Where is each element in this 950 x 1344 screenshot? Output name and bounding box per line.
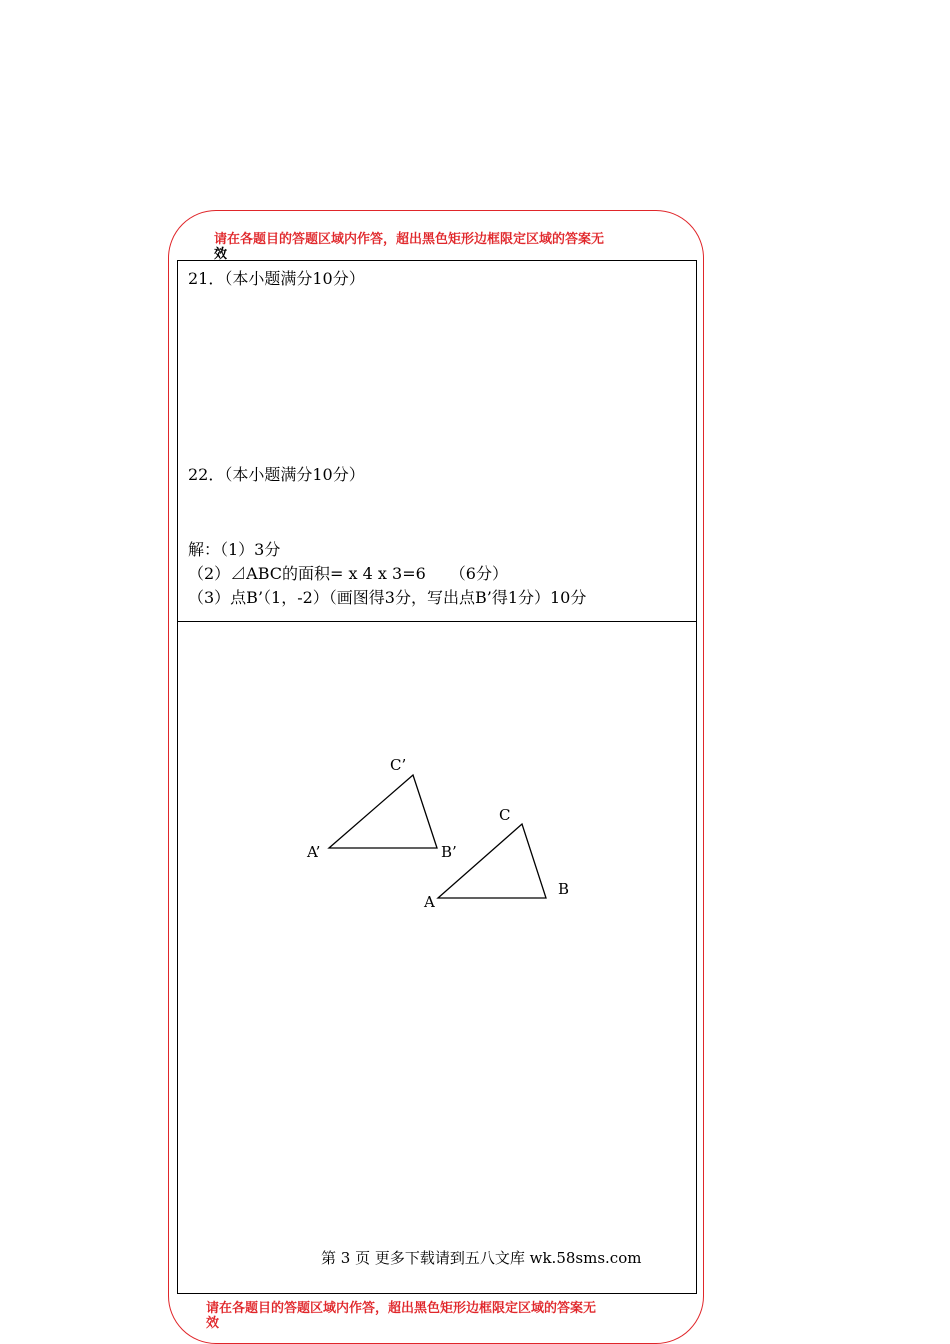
- solution-line-1: 解：（1）3分: [188, 540, 281, 559]
- bottom-warning-notice: [206, 1301, 646, 1331]
- label-b: B: [558, 880, 570, 898]
- triangle-prime: [329, 775, 437, 848]
- question-22-heading: 22．（本小题满分10分）: [188, 465, 365, 484]
- label-c-prime: C’: [390, 756, 407, 774]
- top-warning-line1: 请在各题目的答题区域内作答，超出黑色矩形边框限定区域的答案无: [214, 232, 605, 247]
- page-footer: 第 3 页 更多下载请到五八文库 wk.58sms.com: [321, 1249, 642, 1267]
- question-21-heading: 21．（本小题满分10分）: [188, 269, 365, 288]
- triangle-original: [438, 824, 546, 898]
- solution-line-3: （3）点B’（1，-2）（画图得3分，写出点B’得1分）10分: [188, 588, 587, 607]
- label-a-prime: A’: [307, 843, 321, 861]
- label-a: A: [424, 893, 435, 911]
- label-c: C: [499, 806, 511, 824]
- label-b-prime: B’: [441, 843, 457, 861]
- bottom-warning-line1: 请在各题目的答题区域内作答，超出黑色矩形边框限定区域的答案无: [206, 1301, 597, 1316]
- top-warning-line2: 效: [214, 247, 228, 262]
- solution-line-2: （2）⊿ABC的面积= x 4 x 3=6 （6分）: [188, 564, 508, 583]
- bottom-warning-line2: 效: [206, 1316, 220, 1331]
